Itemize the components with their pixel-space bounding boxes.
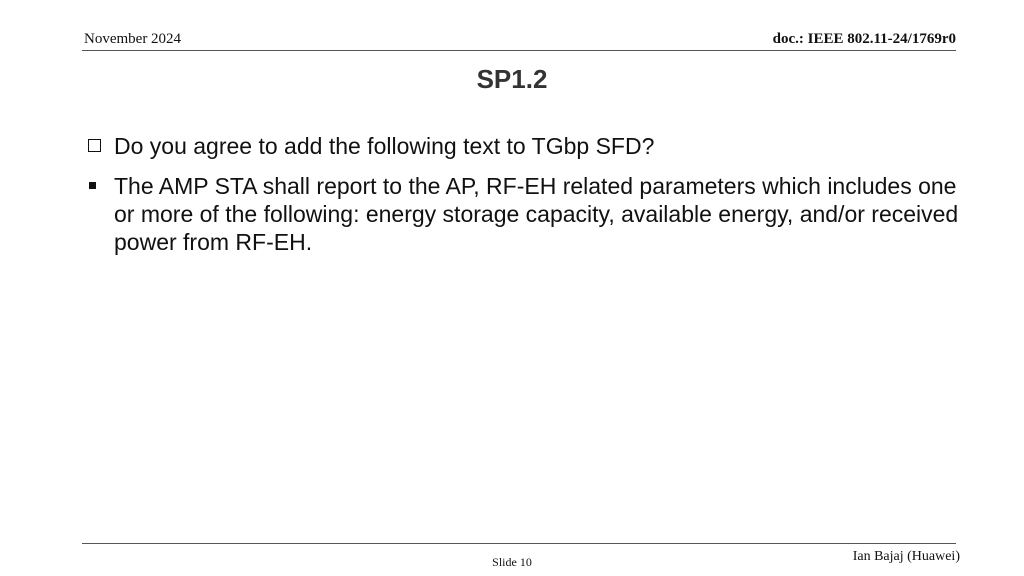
footer-author: Ian Bajaj (Huawei) [852, 549, 960, 564]
header-date: November 2024 [84, 31, 182, 47]
header-doc-id: doc.: IEEE 802.11-24/1769r0 [772, 31, 956, 47]
header-divider [82, 50, 956, 51]
checkbox-bullet-icon [88, 139, 101, 152]
slide-title: SP1.2 [476, 64, 548, 94]
question-item [88, 132, 968, 160]
slide-body [88, 132, 968, 256]
bullet-text: The AMP STA shall report to the AP, RF-EH related parameters which includes one or more of the following: energy storage capacity, available energy, and/or received power from RF-EH. [114, 173, 959, 255]
bullet-item [88, 172, 968, 256]
square-bullet-icon [89, 182, 96, 189]
slide-number: Slide 10 [492, 555, 532, 569]
footer-divider [82, 543, 956, 544]
question-text: Do you agree to add the following text to TGbp SFD? [114, 133, 655, 159]
